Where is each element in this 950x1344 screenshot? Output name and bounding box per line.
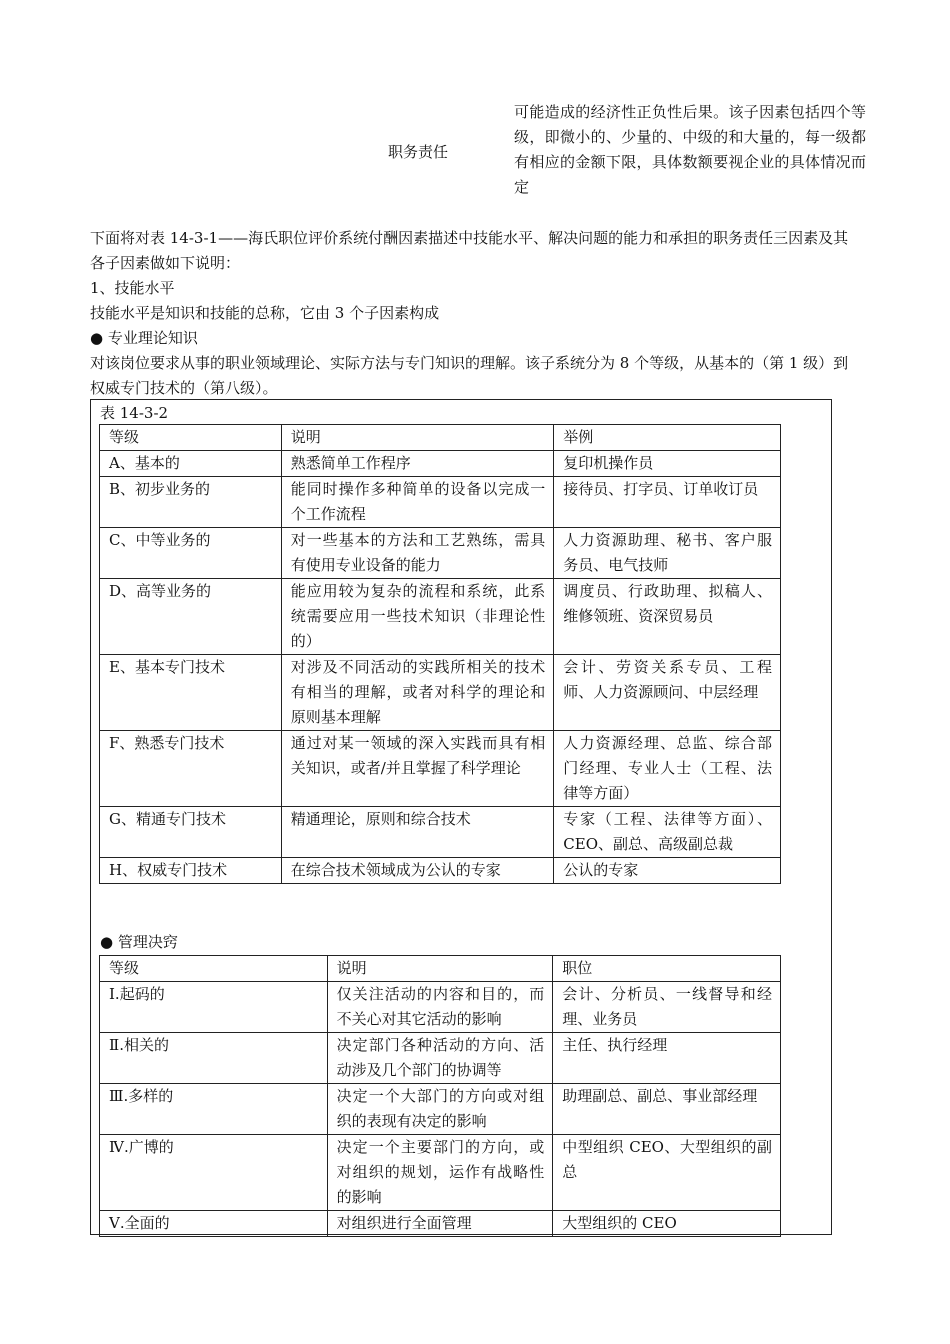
table-cell: 人力资源助理、秘书、客户服务员、电气技师	[554, 528, 781, 579]
header-cell: 职位	[553, 956, 781, 982]
table-cell: 专家（工程、法律等方面）、CEO、副总、高级副总裁	[554, 807, 781, 858]
table-cell: 调度员、行政助理、拟稿人、维修领班、资深贸易员	[554, 579, 781, 655]
table-cell: 主任、执行经理	[553, 1033, 781, 1084]
table-cell: 人力资源经理、总监、综合部门经理、专业人士（工程、法律等方面）	[554, 731, 781, 807]
bullet-professional-knowledge: ● 专业理论知识	[90, 329, 198, 347]
table-cell: 公认的专家	[554, 858, 781, 884]
table-cell: 通过对某一领域的深入实践而具有相关知识，或者/并且掌握了科学理论	[281, 731, 554, 807]
table-cell: H、权威专门技术	[100, 858, 282, 884]
table-cell: 对涉及不同活动的实践所相关的技术有相当的理解，或者对科学的理论和原则基本理解	[281, 655, 554, 731]
table-cell: 仅关注活动的内容和目的，而不关心对其它活动的影响	[327, 982, 553, 1033]
table-cell: 对一些基本的方法和工艺熟练，需具有使用专业设备的能力	[281, 528, 554, 579]
table-cell: 会计、分析员、一线督导和经理、业务员	[553, 982, 781, 1033]
table-row	[100, 451, 781, 477]
table-caption: 表 14-3-2	[100, 404, 169, 422]
table-cell: 对组织进行全面管理	[327, 1211, 553, 1237]
intro-paragraph: 下面将对表 14-3-1——海氏职位评价系统付酬因素描述中技能水平、解决问题的能力和承担的职务责任三因素及其各子因素做如下说明：	[90, 229, 849, 272]
table-cell: D、高等业务的	[100, 579, 282, 655]
table-row	[100, 1033, 781, 1084]
table-cell: B、初步业务的	[100, 477, 282, 528]
table-cell: 决定部门各种活动的方向、活动涉及几个部门的协调等	[327, 1033, 553, 1084]
table-cell: Ⅴ.全面的	[100, 1211, 328, 1237]
table-cell: 能应用较为复杂的流程和系统，此系统需要应用一些技术知识（非理论性的）	[281, 579, 554, 655]
table-row	[100, 528, 781, 579]
header-cell: 等级	[100, 425, 282, 451]
header-cell: 等级	[100, 956, 328, 982]
table-row	[100, 731, 781, 807]
table-cell: 精通理论，原则和综合技术	[281, 807, 554, 858]
table-header-row	[100, 425, 781, 451]
table-row	[100, 655, 781, 731]
table-cell: Ⅳ.广博的	[100, 1135, 328, 1211]
duty-responsibility-description: 可能造成的经济性正负性后果。该子因素包括四个等级，即微小的、少量的、中级的和大量的，每一级都有相应的金额下限，具体数额要视企业的具体情况而定	[514, 103, 866, 196]
duty-responsibility-label: 职务责任	[388, 143, 449, 161]
header-cell: 说明	[281, 425, 554, 451]
table-cell: Ⅱ.相关的	[100, 1033, 328, 1084]
table-row	[100, 982, 781, 1033]
table-row	[100, 1211, 781, 1237]
table-row	[100, 1135, 781, 1211]
table-cell: C、中等业务的	[100, 528, 282, 579]
table-cell: E、基本专门技术	[100, 655, 282, 731]
table-row	[100, 477, 781, 528]
table-cell: 在综合技术领域成为公认的专家	[281, 858, 554, 884]
table-cell: F、熟悉专门技术	[100, 731, 282, 807]
skill-definition: 技能水平是知识和技能的总称，它由 3 个子因素构成	[90, 304, 440, 322]
table-cell: 能同时操作多种简单的设备以完成一个工作流程	[281, 477, 554, 528]
table-cell: Ⅰ.起码的	[100, 982, 328, 1033]
professional-knowledge-description: 对该岗位要求从事的职业领域理论、实际方法与专门知识的理解。该子系统分为 8 个等级，从基本的（第 1 级）到权威专门技术的（第八级）。	[90, 354, 849, 397]
table-cell: 助理副总、副总、事业部经理	[553, 1084, 781, 1135]
header-cell: 说明	[327, 956, 553, 982]
table-cell: 决定一个主要部门的方向，或对组织的规划，运作有战略性的影响	[327, 1135, 553, 1211]
section-heading: 1、技能水平	[90, 279, 175, 297]
table-row	[100, 807, 781, 858]
table-cell: 熟悉简单工作程序	[281, 451, 554, 477]
table-cell: 复印机操作员	[554, 451, 781, 477]
table-cell: G、精通专门技术	[100, 807, 282, 858]
table-cell: 中型组织 CEO、大型组织的副总	[553, 1135, 781, 1211]
header-cell: 举例	[554, 425, 781, 451]
table-cell: 决定一个大部门的方向或对组织的表现有决定的影响	[327, 1084, 553, 1135]
management-level-table	[99, 955, 781, 1237]
table-row	[100, 858, 781, 884]
table-cell: 大型组织的 CEO	[553, 1211, 781, 1237]
table-row	[100, 1084, 781, 1135]
bullet-management-know-how: ● 管理决窍	[100, 933, 178, 951]
table-cell: Ⅲ.多样的	[100, 1084, 328, 1135]
table-cell: 会计、劳资关系专员、工程师、人力资源顾问、中层经理	[554, 655, 781, 731]
table-header-row	[100, 956, 781, 982]
table-row	[100, 579, 781, 655]
knowledge-level-table	[99, 424, 781, 884]
table-cell: A、基本的	[100, 451, 282, 477]
table-cell: 接待员、打字员、订单收订员	[554, 477, 781, 528]
